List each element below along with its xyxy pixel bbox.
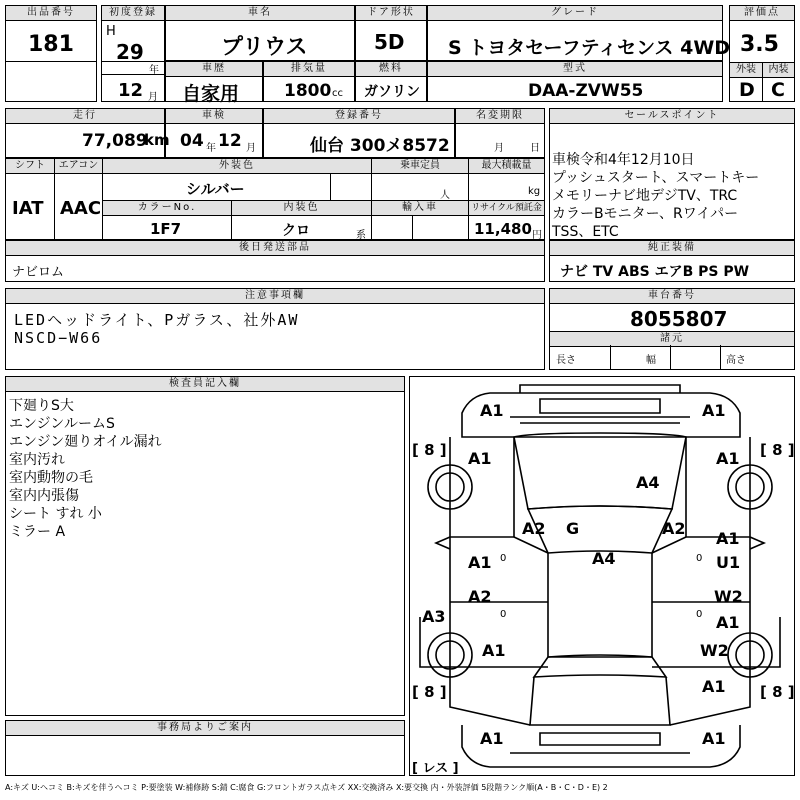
mark-roof: A4 (592, 549, 616, 568)
mark-bracket-r1: [ 8 ] (760, 441, 795, 459)
name-change-box (455, 108, 545, 158)
reg-no-box (263, 108, 455, 158)
sales-point-5: TSS、ETC (552, 224, 619, 240)
int-color-label: 内装色 (232, 201, 371, 216)
name-change-label: 名変期限 (456, 109, 544, 124)
insp-year-unit: 年 (206, 143, 216, 154)
reg-no-value: 仙台 300メ8572 (310, 136, 450, 156)
year-unit: 年 (149, 65, 159, 76)
person-unit: 人 (440, 190, 450, 201)
kg-unit: kg (528, 186, 541, 197)
chassis-box (549, 288, 795, 370)
recycle-value: 11,480 (474, 220, 532, 238)
mark-hood: A4 (636, 473, 660, 492)
max-load-label: 最大積載量 (469, 159, 544, 174)
sales-point-label: セールスポイント (550, 109, 794, 124)
displacement-label: 排気量 (264, 62, 354, 77)
mileage-label: 走行 (6, 109, 164, 124)
shift-value: IAT (12, 198, 44, 219)
mark-bracket-l2: [ 8 ] (412, 683, 447, 701)
exterior-label: 外装 (730, 63, 762, 78)
grade-value: S トヨタセーフティセンス 4WD (448, 37, 731, 59)
mileage-box (5, 108, 170, 158)
chassis-label: 車台番号 (550, 289, 794, 304)
sales-point-4: カラーBモニター、Rワイパー (552, 206, 739, 222)
mark-lside: A3 (422, 607, 446, 626)
capacity-label: 乗車定員 (372, 159, 468, 174)
sales-point-1: 車検令和4年12月10日 (552, 152, 695, 168)
inspector-note-1: 下廻りS大 (9, 398, 74, 414)
reg-year: 29 (116, 40, 144, 64)
mark-bracket-l1: [ 8 ] (412, 441, 447, 459)
grade-label: グレード (428, 6, 722, 21)
lot-box (5, 5, 97, 102)
fuel-value: ガソリン (364, 84, 420, 100)
genuine-value: ナビ TV ABS エアB PS PW (560, 264, 750, 280)
lot-label: 出品番号 (6, 6, 96, 21)
displacement-value: 1800 (284, 81, 332, 101)
office-label: 事務局よりご案内 (6, 721, 404, 736)
history-value: 自家用 (182, 83, 240, 105)
door-label: ドア形状 (356, 6, 426, 21)
later-parts-label: 後日発送部品 (6, 241, 544, 256)
insp-month: 12 (218, 131, 242, 151)
mark-zero-r1: 0 (696, 553, 703, 564)
color-no-value: 1F7 (150, 220, 182, 238)
model-label: 型式 (428, 62, 722, 77)
mark-rrear: W2 (700, 641, 729, 660)
mark-rl-bot: A1 (480, 729, 504, 748)
first-reg-label: 初度登録 (102, 6, 164, 21)
import-label: 輸入車 (372, 201, 468, 216)
fuel-box (355, 61, 427, 102)
mark-zero-r2: 0 (696, 609, 703, 620)
later-parts-value: ナビロム (12, 265, 65, 280)
car-name-box (165, 5, 355, 61)
mark-fr-top: A1 (702, 401, 726, 420)
car-name-label: 車名 (166, 6, 354, 21)
score-box (729, 5, 795, 102)
history-label: 車歴 (166, 62, 262, 77)
mark-bracket-r2: [ 8 ] (760, 683, 795, 701)
mark-fl-fender: A1 (468, 449, 492, 468)
aircon-label: エアコン (55, 159, 102, 174)
fuel-label: 燃料 (356, 62, 426, 77)
mark-res: [ レス ] (412, 761, 459, 776)
notes-line-2: NSCD−W66 (14, 329, 103, 347)
lot-number: 181 (28, 32, 74, 57)
inspector-note-6: 室内内張傷 (9, 488, 79, 504)
exterior-score: D (739, 79, 755, 101)
inspector-note-3: エンジン廻りオイル漏れ (9, 434, 162, 450)
history-box (165, 61, 263, 105)
mileage-value: 77,089 (82, 131, 148, 151)
ext-color-value: シルバー (186, 180, 245, 198)
genuine-box (549, 240, 795, 282)
displacement-box (263, 61, 355, 102)
mark-ldoor2: A2 (468, 587, 492, 606)
cc-unit: cc (332, 88, 343, 99)
specs-label: 諸元 (550, 331, 794, 347)
damage-legend: A:キズ U:ヘコミ B:キズを伴うヘコミ P:要塗装 W:補修跡 S:錆 C:腐食 G:フロントガラス点キズ XX:交換済み X:要交換 内・外装評価 5段階ランク順(A・B・C・D・E) 2 (5, 783, 608, 792)
int-color-value: クロ (282, 223, 310, 239)
mark-ldoor1: A1 (468, 553, 492, 572)
reg-month: 12 (118, 80, 144, 101)
inspector-note-2: エンジンルームS (9, 416, 115, 432)
model-value: DAA-ZVW55 (528, 81, 644, 101)
width-label: 幅 (646, 355, 656, 366)
door-value: 5D (374, 30, 405, 54)
notes-label: 注意事項欄 (6, 289, 544, 304)
inspector-note-7: シート すれ 小 (9, 506, 102, 522)
inspector-label: 検査員記入欄 (6, 377, 404, 392)
car-outline-svg (410, 377, 794, 775)
color-no-label: カラーNo. (103, 201, 231, 216)
model-box (427, 61, 723, 102)
mark-rr-bot: A1 (702, 729, 726, 748)
mark-rr-low: A1 (702, 677, 726, 696)
mark-rpillar: A2 (662, 519, 686, 538)
km-unit: km (144, 131, 170, 149)
mark-rdoor2b: A1 (716, 613, 740, 632)
inspection-label: 車検 (166, 109, 262, 124)
len-label: 長さ (556, 355, 576, 366)
inspector-note-4: 室内汚れ (9, 452, 65, 468)
mark-rdoor1a: A1 (716, 529, 740, 548)
month-box (101, 61, 165, 102)
mark-lrear: A1 (482, 641, 506, 660)
kei-unit: 系 (356, 230, 366, 241)
mark-zero-l1: 0 (500, 553, 507, 564)
score-label: 評価点 (730, 6, 794, 21)
inspector-box (5, 376, 405, 716)
mark-rdoor1b: U1 (716, 553, 741, 572)
aircon-value: AAC (60, 198, 102, 219)
interior-label: 内装 (763, 63, 794, 78)
mark-fr-fender: A1 (716, 449, 740, 468)
inspector-note-8: ミラー A (9, 524, 66, 540)
insp-year: 04 (180, 131, 204, 151)
nc-day: 日 (530, 143, 540, 154)
door-box (355, 5, 427, 61)
chassis-value: 8055807 (630, 307, 728, 331)
mark-rdoor2a: W2 (714, 587, 743, 606)
car-name: プリウス (221, 35, 308, 60)
notes-box (5, 288, 545, 370)
office-box (5, 720, 405, 776)
mark-lpillar: A2 (522, 519, 546, 538)
sales-point-2: プッシュスタート、スマートキー (552, 170, 760, 186)
insp-month-unit: 月 (246, 143, 256, 154)
damage-diagram (409, 376, 795, 776)
height-label: 高さ (726, 355, 746, 366)
score-value: 3.5 (740, 32, 779, 57)
yen-unit: 円 (532, 230, 542, 241)
sales-point-box (549, 108, 795, 240)
reg-no-label: 登録番号 (264, 109, 454, 124)
ext-color-label: 外装色 (103, 159, 371, 174)
shift-label: シフト (6, 159, 54, 174)
sales-point-3: メモリーナビ地デジTV、TRC (552, 188, 738, 204)
later-parts-box (5, 240, 545, 282)
genuine-label: 純正装備 (550, 241, 794, 256)
mark-glass: G (566, 519, 580, 538)
month-unit: 月 (148, 92, 158, 103)
notes-line-1: LEDヘッドライト、Pガラス、社外AW (14, 311, 300, 329)
grade-box (427, 5, 731, 61)
mark-fl-top: A1 (480, 401, 504, 420)
nc-month: 月 (494, 143, 504, 154)
era: H (106, 24, 116, 39)
interior-score: C (771, 79, 785, 101)
mark-zero-l2: 0 (500, 609, 507, 620)
recycle-label: リサイクル預託金 (469, 201, 544, 216)
inspection-box (165, 108, 263, 158)
inspector-note-5: 室内動物の毛 (9, 470, 93, 486)
